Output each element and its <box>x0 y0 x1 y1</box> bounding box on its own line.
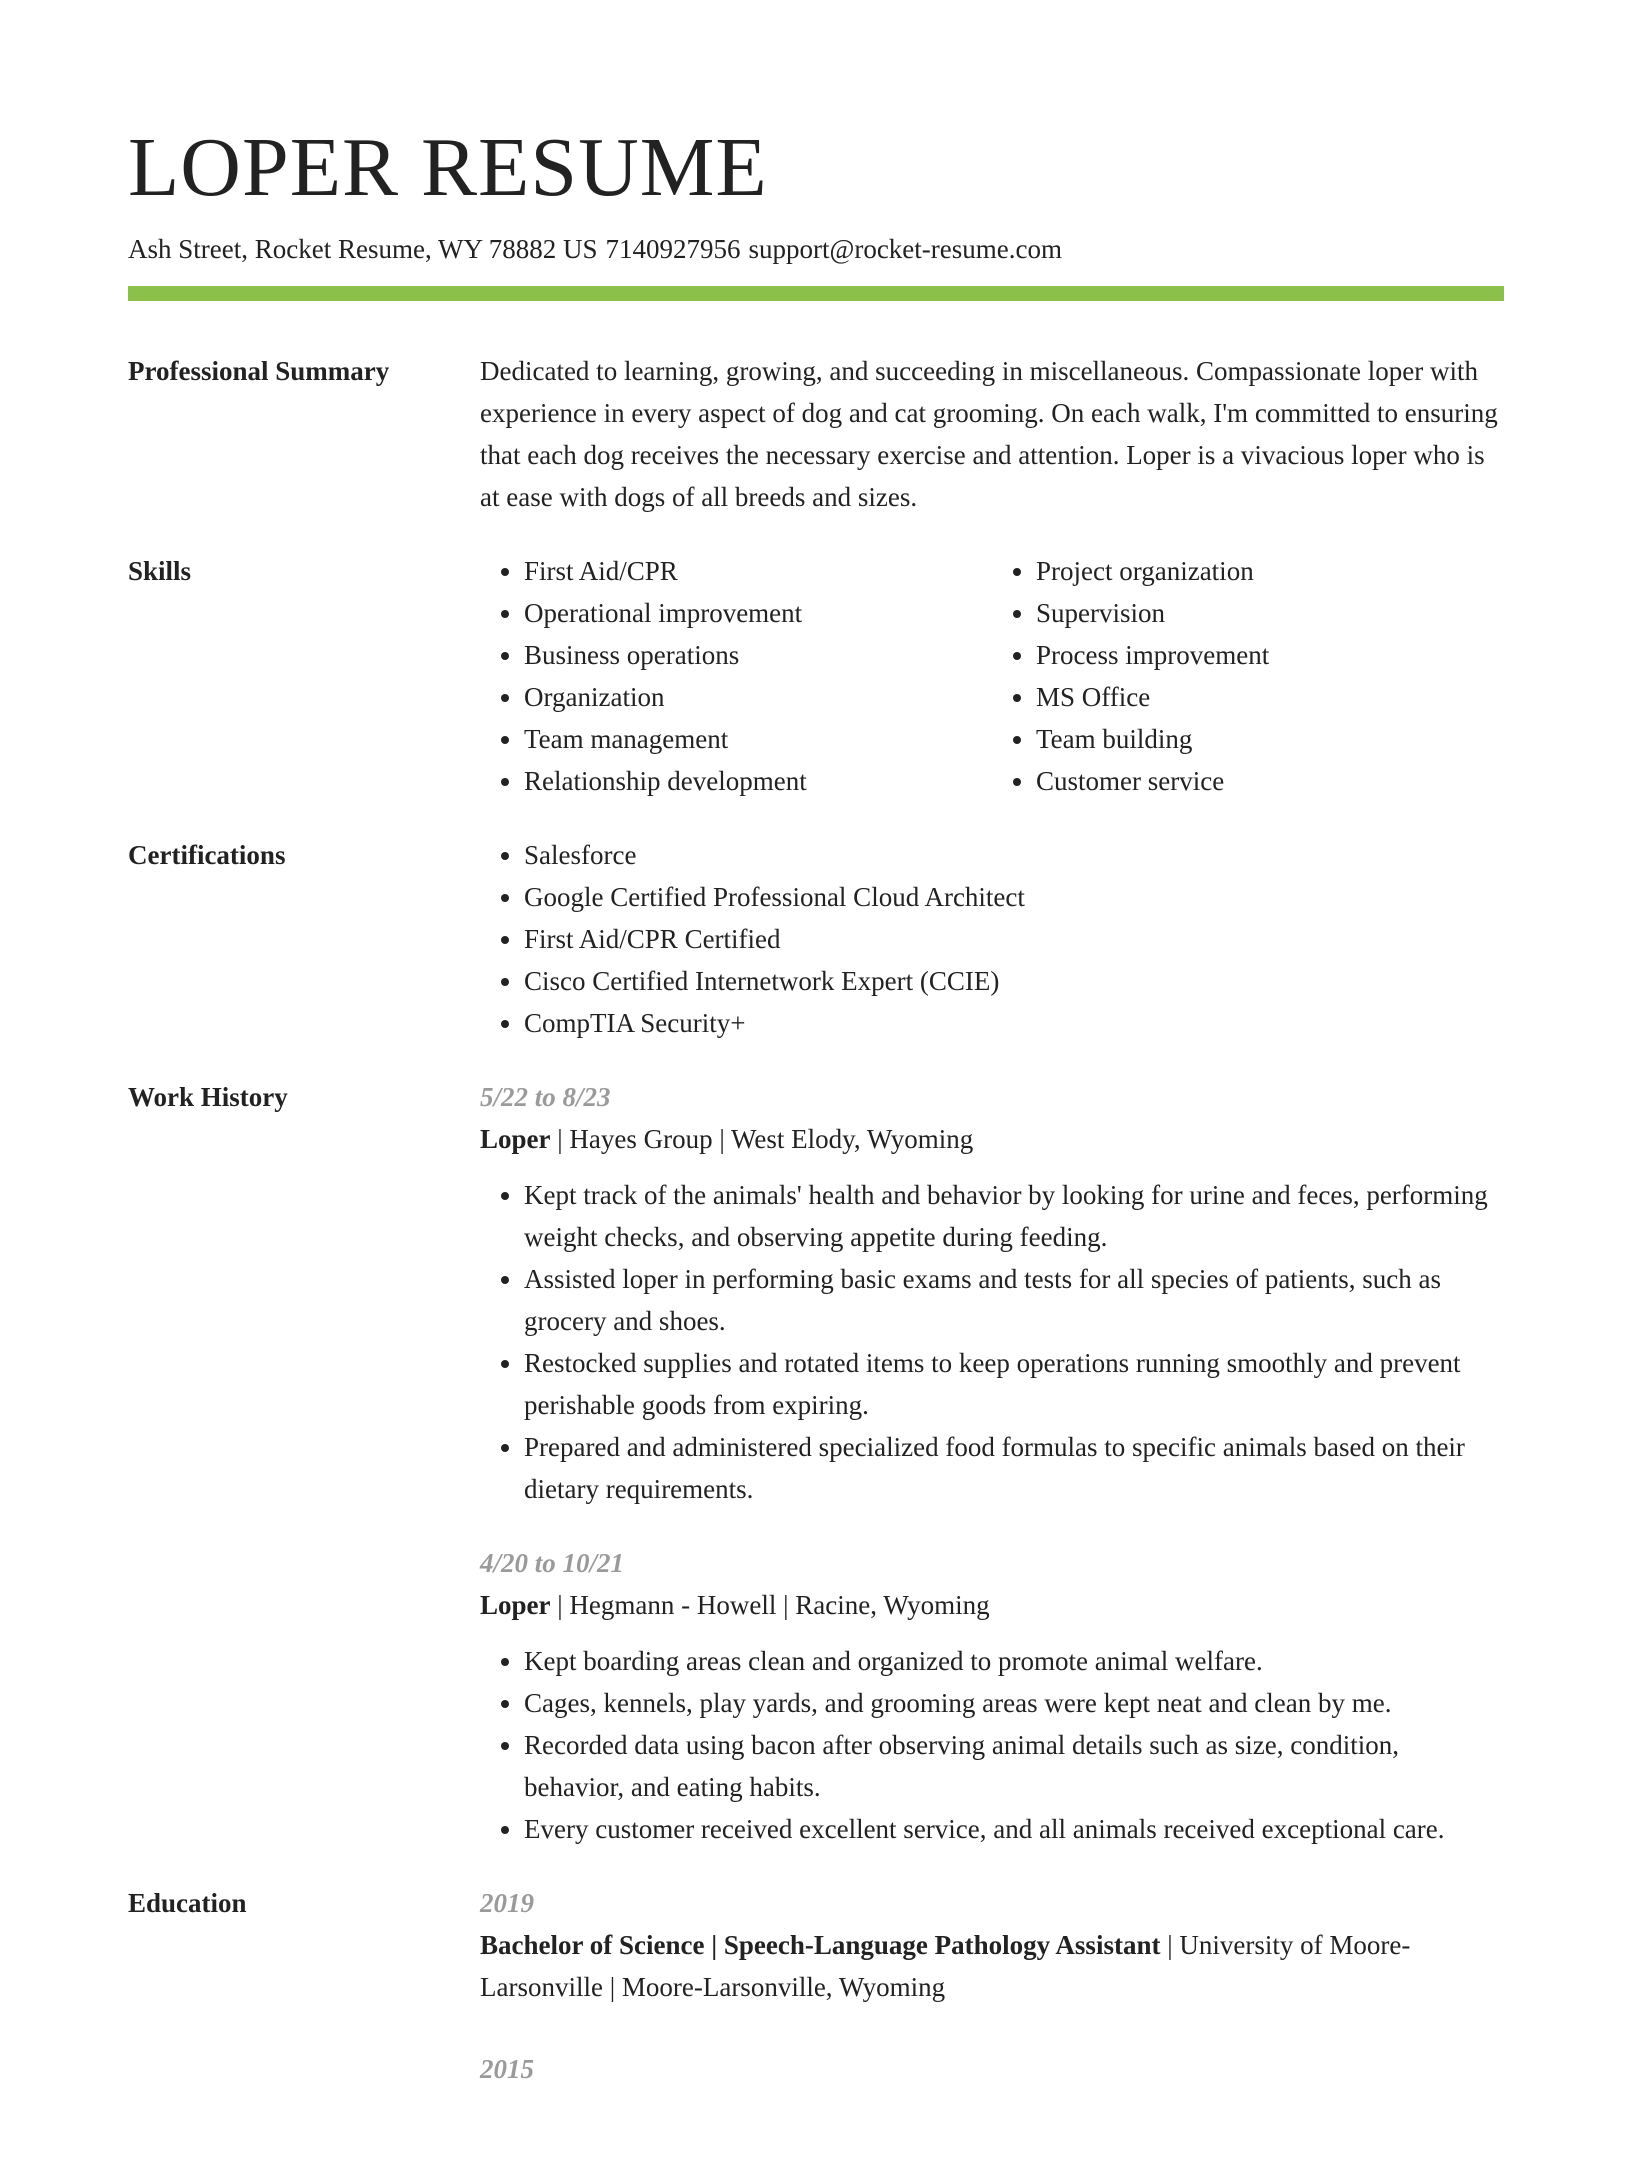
skills-list-left <box>480 550 992 802</box>
job-date: 5/22 to 8/23 <box>480 1082 611 1112</box>
resume-header <box>128 118 1504 268</box>
education-date: 2015 <box>480 2054 534 2084</box>
certification-item: • Salesforce <box>524 834 1504 876</box>
job-bullets <box>480 1640 1504 1850</box>
certification-item: • Google Certified Professional Cloud Architect <box>524 876 1504 918</box>
job-bullet: • Assisted loper in performing basic exams and tests for all species of patients, such as grocery and shoes. <box>524 1258 1504 1342</box>
skill-item: • Team building <box>1036 718 1504 760</box>
job-bullet: • Prepared and administered specialized food formulas to specific animals based on their dietary requirements. <box>524 1426 1504 1510</box>
job-title: Loper <box>480 1590 551 1620</box>
section-summary <box>128 350 1504 518</box>
job-bullet: • Cages, kennels, play yards, and grooming areas were kept neat and clean by me. <box>524 1682 1504 1724</box>
contact-line <box>128 230 1504 268</box>
certification-item: • First Aid/CPR Certified <box>524 918 1504 960</box>
certifications-body <box>480 834 1504 1044</box>
skill-item: • Operational improvement <box>524 592 992 634</box>
section-certifications <box>128 834 1504 1044</box>
skill-item: • Process improvement <box>1036 634 1504 676</box>
skill-item: • Team management <box>524 718 992 760</box>
skill-item: • First Aid/CPR <box>524 550 992 592</box>
skills-body <box>480 550 1504 802</box>
education-degree: Bachelor of Science | Speech-Language Pathology Assistant <box>480 1930 1161 1960</box>
certification-item: • Cisco Certified Internetwork Expert (CCIE) <box>524 960 1504 1002</box>
skill-item: • Project organization <box>1036 550 1504 592</box>
job-bullet: • Recorded data using bacon after observing animal details such as size, condition, behavior, and eating habits. <box>524 1724 1504 1808</box>
section-label: Professional Summary <box>128 356 390 386</box>
job-bullet: • Kept boarding areas clean and organized to promote animal welfare. <box>524 1640 1504 1682</box>
section-label: Skills <box>128 556 192 586</box>
resume-name: LOPER RESUME <box>128 121 768 214</box>
skill-item: • Customer service <box>1036 760 1504 802</box>
job-bullet: • Kept track of the animals' health and behavior by looking for urine and feces, performing weight checks, and observing appetite during feeding. <box>524 1174 1504 1258</box>
skill-item: • MS Office <box>1036 676 1504 718</box>
contact-address: Ash Street, Rocket Resume, WY 78882 US <box>128 234 598 264</box>
job-entry <box>480 1076 1504 1510</box>
education-line <box>480 1924 1504 2008</box>
resume-content <box>128 350 1504 2162</box>
work-history-body <box>480 1076 1504 1850</box>
contact-email: support@rocket-resume.com <box>748 234 1062 264</box>
job-entry <box>480 1542 1504 1850</box>
education-date: 2019 <box>480 1888 534 1918</box>
job-employer: | Hayes Group | West Elody, Wyoming <box>550 1124 974 1154</box>
skill-item: • Relationship development <box>524 760 992 802</box>
education-school: | University of Moore-Larsonville | Moore-Larsonville, Wyoming <box>480 1930 1411 2002</box>
section-skills <box>128 550 1504 802</box>
skill-item: • Organization <box>524 676 992 718</box>
contact-phone: 7140927956 <box>605 234 741 264</box>
job-line <box>480 1118 1504 1160</box>
job-bullet: • Every customer received excellent service, and all animals received exceptional care. <box>524 1808 1504 1850</box>
education-body <box>480 1882 1504 2130</box>
education-entry <box>480 1882 1504 2008</box>
certification-item: • CompTIA Security+ <box>524 1002 1504 1044</box>
job-title: Loper <box>480 1124 551 1154</box>
section-label: Education <box>128 1888 247 1918</box>
summary-text: Dedicated to learning, growing, and succeeding in miscellaneous. Compassionate loper with experience in every aspect of dog and cat grooming. On each walk, I'm committed to ensuring that each dog receives the necessary exercise and attention. Loper is a vivacious loper who is at ease with dogs of all breeds and sizes. <box>480 356 1498 512</box>
section-label: Work History <box>128 1082 288 1112</box>
job-line <box>480 1584 1504 1626</box>
section-label: Certifications <box>128 840 286 870</box>
skill-item: • Supervision <box>1036 592 1504 634</box>
section-work-history <box>128 1076 1504 1850</box>
skills-list-right <box>992 550 1504 802</box>
job-bullet: • Restocked supplies and rotated items to keep operations running smoothly and prevent perishable goods from expiring. <box>524 1342 1504 1426</box>
job-bullets <box>480 1174 1504 1510</box>
summary-body <box>480 350 1504 518</box>
job-employer: | Hegmann - Howell | Racine, Wyoming <box>550 1590 990 1620</box>
header-divider <box>128 286 1504 301</box>
certifications-list <box>480 834 1504 1044</box>
section-education <box>128 1882 1504 2130</box>
skill-item: • Business operations <box>524 634 992 676</box>
education-entry <box>480 2048 1504 2090</box>
job-date: 4/20 to 10/21 <box>480 1548 625 1578</box>
